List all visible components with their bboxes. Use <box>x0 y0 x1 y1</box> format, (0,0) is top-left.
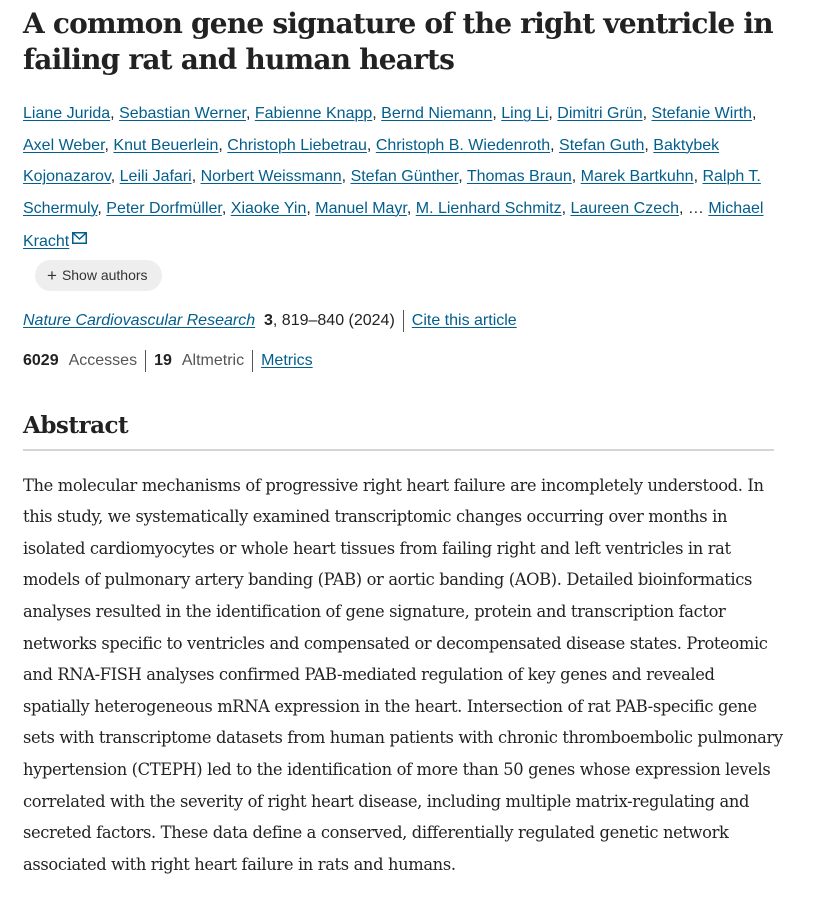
divider <box>252 350 253 372</box>
author-link[interactable]: Knut Beuerlein <box>113 136 219 154</box>
author-link[interactable]: Manuel Mayr <box>315 199 407 217</box>
author-link[interactable]: Laureen Czech <box>570 199 679 217</box>
author-link[interactable]: Axel Weber <box>23 136 105 154</box>
show-authors-label: Show authors <box>61 267 148 283</box>
author-link[interactable]: Dimitri Grün <box>557 105 643 122</box>
metrics-link[interactable]: Metrics <box>261 351 313 369</box>
author-link[interactable]: Stefan Guth <box>559 136 645 154</box>
citation-line <box>23 309 783 333</box>
article-header <box>23 0 783 897</box>
author-link[interactable]: Baktybek Kojonazarov <box>23 136 720 185</box>
divider <box>145 350 146 372</box>
author-link[interactable]: M. Lienhard Schmitz <box>415 199 562 217</box>
author-link[interactable]: Xiaoke Yin <box>230 199 307 217</box>
pages-year: , 819–840 (2024) <box>272 311 395 329</box>
metrics-line <box>23 349 783 373</box>
author-ellipsis: … <box>687 199 704 217</box>
author-link[interactable]: Liane Jurida <box>23 105 111 122</box>
author-link[interactable]: Peter Dorfmüller <box>106 199 222 217</box>
author-link[interactable]: Marek Bartkuhn <box>580 168 694 185</box>
abstract-text: The molecular mechanisms of progressive right heart failure are incompletely understood. In this study, we systematically examined transcriptomic changes occurring over months in isolated cardiomyocytes or whole heart tissues from failing right and left ventricles in rat models of pulmonary artery banding (PAB) or aortic banding (AOB). Detailed bioinformatics analyses resulted in the identification of gene signature, protein and transcription factor networks specific to ventricles and compensated or decompensated disease states. Proteomic and RNA-FISH analyses confirmed PAB-mediated regulation of key genes and revealed spatially heterogeneous mRNA expression in the heart. Intersection of rat PAB-specific gene sets with transcriptome datasets from human patients with chronic thromboembolic pulmonary hypertension (CTEPH) led to the identification of more than 50 genes whose expression levels correlated with the severity of right heart disease, including multiple matrix-regulating and secreted factors. These data define a conserved, differentially regulated genetic network associated with right heart failure in rats and humans. <box>23 475 783 874</box>
author-link[interactable]: Christoph B. Wiedenroth <box>375 136 551 154</box>
author-link[interactable]: Thomas Braun <box>466 168 572 185</box>
author-link[interactable]: Ralph T. Schermuly <box>23 168 761 217</box>
author-link[interactable]: Sebastian Werner <box>119 105 246 122</box>
accesses-count: 6029 <box>23 351 59 369</box>
cite-article-link[interactable]: Cite this article <box>411 311 517 329</box>
author-link[interactable]: Leili Jafari <box>119 168 192 185</box>
author-link[interactable]: Norbert Weissmann <box>200 168 342 185</box>
author-list: Liane Jurida, Sebastian Werner, Fabienne Knapp, Bernd Niemann, Ling Li, Dimitri Grün, Stefanie Wirth, Axel Weber, Knut Beuerlein, Christoph Liebetrau, Christoph B. Wiedenroth, Stefan Guth, Baktybek Kojonazarov, Leili Jafari, Norbert Weissmann, Stefan Günther, Thomas Braun, Marek Bartkuhn, Ralph T. Schermuly, Peter Dorfmüller, Xiaoke Yin, Manuel Mayr, M. Lienhard Schmitz, Laureen Czech, … Michael Kracht <box>23 98 783 258</box>
altmetric-label: Altmetric <box>181 351 245 369</box>
author-link[interactable]: Stefan Günther <box>350 168 459 185</box>
author-link[interactable]: Christoph Liebetrau <box>227 136 367 154</box>
article-title: A common gene signature of the right ventricle in failing rat and human hearts <box>23 7 773 76</box>
author-link[interactable]: Ling Li <box>501 105 549 122</box>
accesses-label: Accesses <box>68 351 138 369</box>
envelope-icon[interactable] <box>72 224 87 256</box>
corresponding-author-link[interactable]: Michael Kracht <box>23 199 764 250</box>
author-link[interactable]: Stefanie Wirth <box>651 105 752 122</box>
show-authors-button[interactable] <box>35 260 162 291</box>
altmetric-count: 19 <box>154 351 172 369</box>
abstract-heading: Abstract <box>23 411 774 451</box>
author-link[interactable]: Fabienne Knapp <box>254 105 373 122</box>
volume: 3 <box>264 311 273 329</box>
plus-icon: + <box>47 265 57 285</box>
divider <box>403 310 404 332</box>
author-link[interactable]: Bernd Niemann <box>381 105 493 122</box>
journal-link[interactable]: Nature Cardiovascular Research <box>23 311 256 329</box>
